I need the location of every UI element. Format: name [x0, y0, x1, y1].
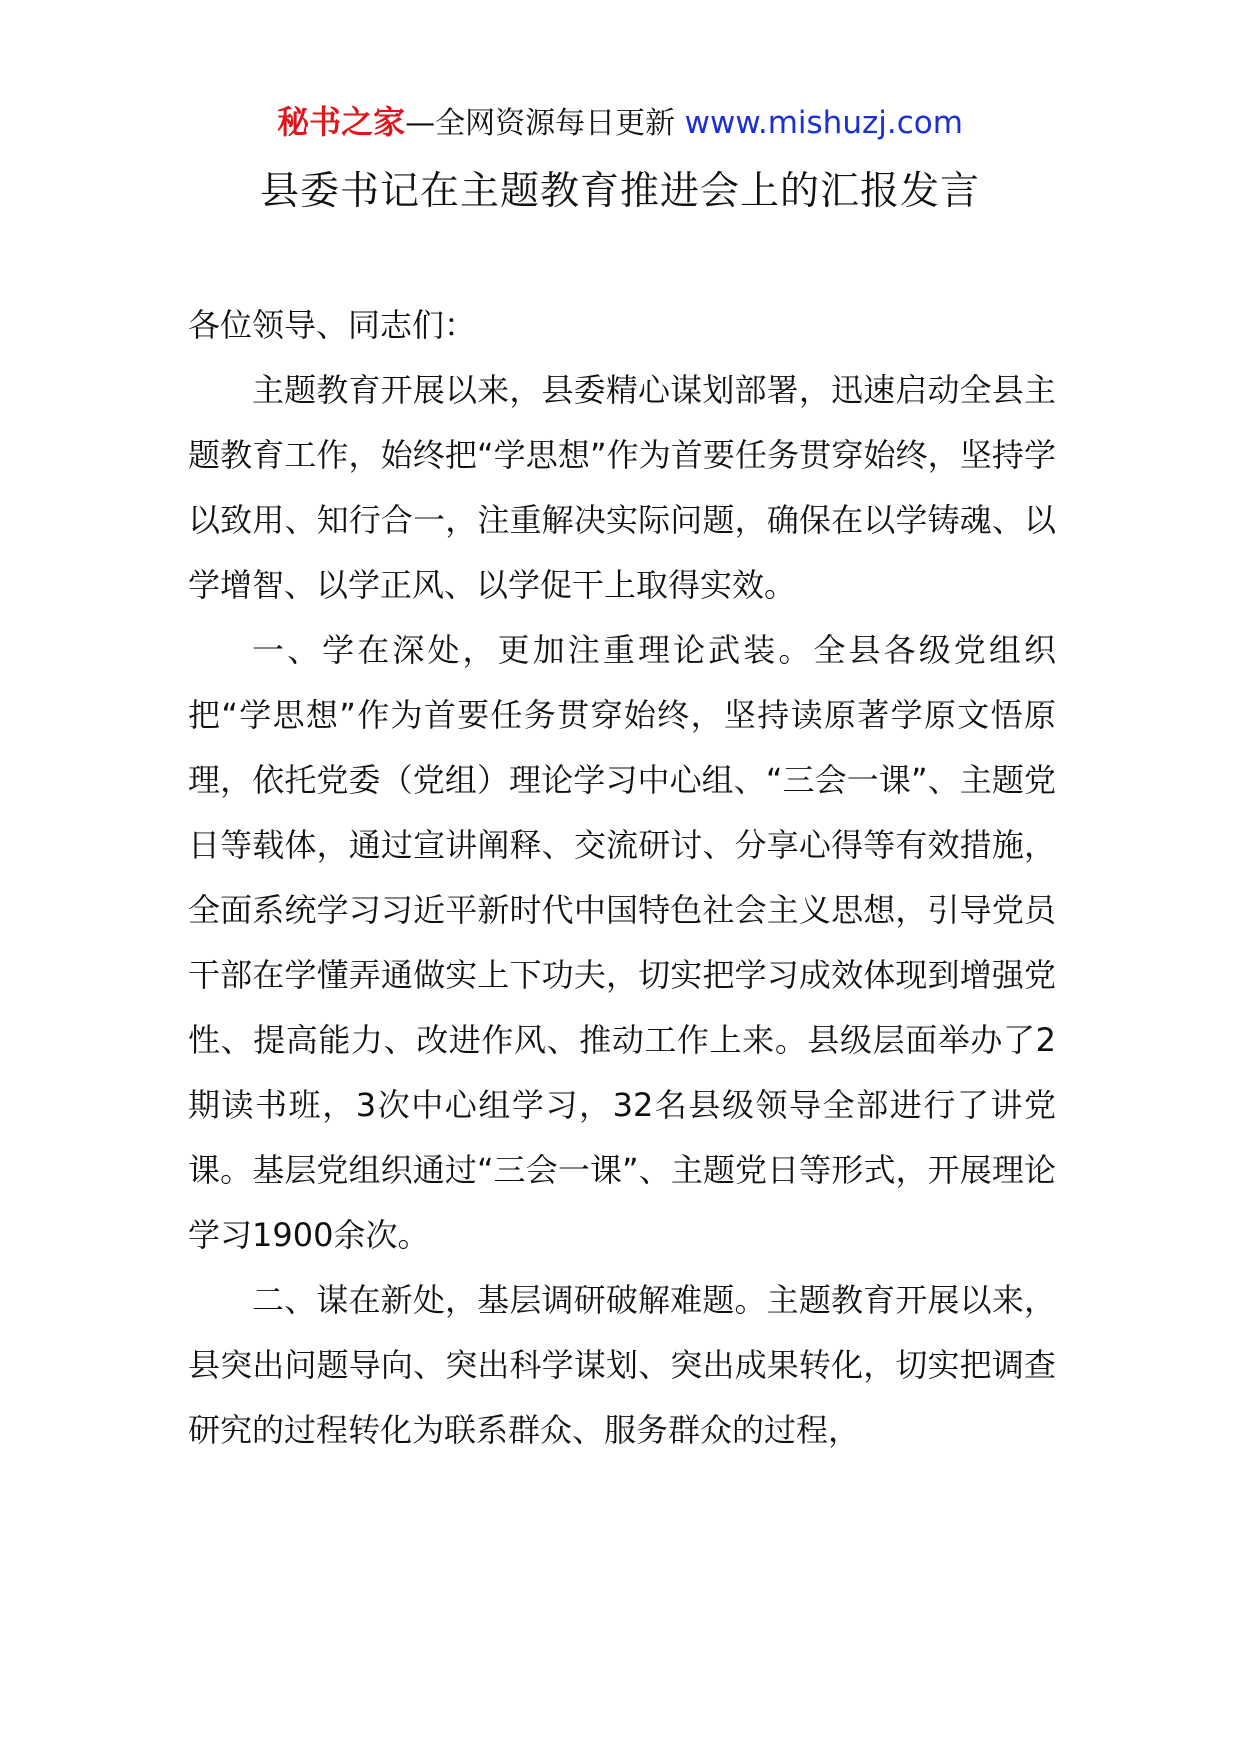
site-banner — [0, 100, 1240, 146]
paragraph-section-one: 一、学在深处，更加注重理论武装。全县各级党组织把“学思想”作为首要任务贯穿始终，坚持读原著学原文悟原理，依托党委（党组）理论学习中心组、“三会一课”、主题党日等载体，通过宣讲阐释、交流研讨、分享心得等有效措施，全面系统学习习近平新时代中国特色社会主义思想，引导党员干部在学懂弄通做实上下功夫，切实把学习成效体现到增强党性、提高能力、改进作风、推动工作上来。县级层面举办了2期读书班，3次中心组学习，32名县级领导全部进行了讲党课。基层党组织通过“三会一课”、主题党日等形式，开展理论学习1900余次。 — [188, 631, 1056, 1254]
paragraph-section-two: 二、谋在新处，基层调研破解难题。主题教育开展以来，县突出问题导向、突出科学谋划、突出成果转化，切实把调查研究的过程转化为联系群众、服务群众的过程， — [188, 1281, 1056, 1449]
banner-tagline: —全网资源每日更新 — [405, 106, 685, 141]
document-title: 县委书记在主题教育推进会上的汇报发言 — [259, 169, 980, 214]
site-url-link[interactable]: www.mishuzj.com — [684, 105, 963, 141]
document-body — [188, 293, 1056, 1463]
brand-name: 秘书之家 — [277, 103, 406, 141]
paragraph-intro: 主题教育开展以来，县委精心谋划部署，迅速启动全县主题教育工作，始终把“学思想”作为首要任务贯穿始终，坚持学以致用、知行合一，注重解决实际问题，确保在以学铸魂、以学增智、以学正风、以学促干上取得实效。 — [188, 371, 1056, 604]
salutation: 各位领导、同志们： — [188, 306, 477, 344]
